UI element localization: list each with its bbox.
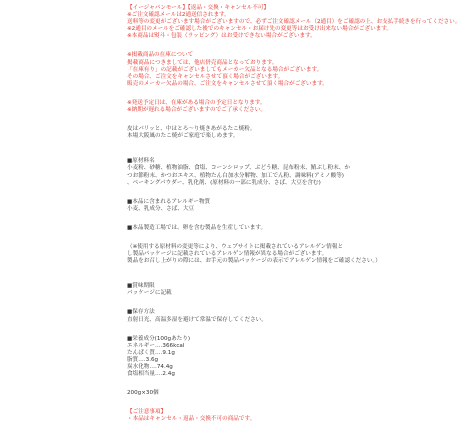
- allergy-block: [127, 199, 400, 213]
- nutrition-heading: ■栄養成分(100gあたり): [127, 335, 191, 342]
- stock-line: 販売のメーカー欠品の場合、ご注文をキャンセルさせて頂く場合がございます。: [127, 80, 328, 87]
- factory-block: [127, 225, 400, 232]
- stock-notice-block: [127, 52, 400, 87]
- nutrition-row: 食塩相当量‥‥2.4g: [127, 371, 175, 378]
- expiry-heading: ■賞味期限: [127, 283, 155, 290]
- nutrition-row: 脂質‥‥3.6g: [127, 356, 159, 363]
- description-line: 本場大阪風のたこ焼がご家庭で楽しめます。: [127, 133, 239, 140]
- notice-line: 送料等の変更がございます場合がございますので、必ずご注文確認メール（2通目）をご確認の上、お支払手続きを行ってください。: [127, 19, 460, 26]
- notice-line: ※ご注文確認メールは2通送信されます。: [127, 12, 230, 19]
- footer-heading: 【ご注意事項】: [127, 409, 167, 416]
- notice-line: 【イージャパンモール】【返品・交換・キャンセル不可】: [127, 5, 270, 11]
- allergy-heading: ■本品に含まれるアレルギー物質: [127, 198, 211, 205]
- ingredients-line: 、ベーキングパウダー、乳化剤、(原材料の一部に乳成分、さば、大豆を含む): [127, 179, 321, 186]
- nutrition-row: たんぱく質‥‥9.1g: [127, 349, 175, 356]
- expiry-line: パッケージに記載: [127, 290, 172, 297]
- ingredients-line: つお節粉末、かつおエキス、植物たん白加水分解物、加工でん粉、調味料(アミノ酸等): [127, 172, 344, 179]
- footer-line: ・本品はキャンセル・返品・交換不可の商品です。: [127, 416, 256, 423]
- storage-line: 直射日光、高温多湿を避けて常温で保存してください。: [127, 316, 267, 323]
- disclaimer-line: し製品パッケージに記載されているアレルゲン情報が異なる場合がございます。: [127, 251, 328, 258]
- stock-line: 「在庫有り」の記載がございましてもメーカー欠品となる場合がございます。: [127, 66, 323, 73]
- description-block: [127, 126, 400, 140]
- delivery-notice-block: [127, 100, 400, 114]
- description-line: 皮はパリッと、中はとろ〜り焼きあがるたこ焼粉。: [127, 126, 256, 133]
- quantity-block: [127, 390, 400, 397]
- footer-notice-block: [127, 409, 400, 423]
- nutrition-row: エネルギー‥‥366kcal: [127, 342, 185, 349]
- delivery-line: ※納期が遅れる場合がございますのでご了承ください。: [127, 107, 266, 114]
- expiry-block: [127, 283, 400, 297]
- quantity-text: 200g×30個: [127, 390, 159, 397]
- nutrition-row: 炭水化物‥‥74.4g: [127, 364, 173, 370]
- allergy-line: 小麦、乳成分、さば、大豆: [127, 205, 195, 212]
- notice-block: [127, 5, 460, 40]
- stock-line: その場合、ご注文をキャンセルさせて頂く場合がございます。: [127, 73, 284, 80]
- factory-line: ■本品製造工場では、卵を含む製品を生産しています。: [127, 224, 267, 231]
- ingredients-heading: ■原材料名: [127, 158, 155, 165]
- stock-line: ※掲載商品の在庫について: [127, 52, 194, 59]
- disclaimer-line: （※使用する原材料の変更等により、ウェブサイトに掲載されているアレルゲン情報と: [127, 243, 344, 250]
- stock-line: 掲載商品につきましては、他店併売商品となっております。: [127, 59, 278, 66]
- storage-block: [127, 309, 400, 323]
- storage-heading: ■保存方法: [127, 309, 155, 316]
- allergen-disclaimer-block: [127, 244, 400, 265]
- notice-line: ※2通目のメールをご確認した後でのキャンセル・お届け先の変更等はお受け出来ない場合がございます。: [127, 26, 392, 33]
- nutrition-block: [127, 336, 400, 379]
- ingredients-block: [127, 158, 400, 186]
- delivery-line: ※発送予定日は、在庫がある場合の予定日となります。: [127, 99, 266, 106]
- notice-line: ※本商品は熨斗・包装（ラッピング）はお受けできない場合がございます。: [127, 33, 316, 40]
- disclaimer-line: 製品をお召し上がりの際には、お手元の製品パッケージの表示でアレルゲン情報をご確認ください。）: [127, 258, 381, 265]
- ingredients-line: 小麦粉、砂糖、植物油脂、食塩、コーンシロップ、ぶどう糖、昆布粉末、鯖ぶし粉末、か: [127, 165, 350, 172]
